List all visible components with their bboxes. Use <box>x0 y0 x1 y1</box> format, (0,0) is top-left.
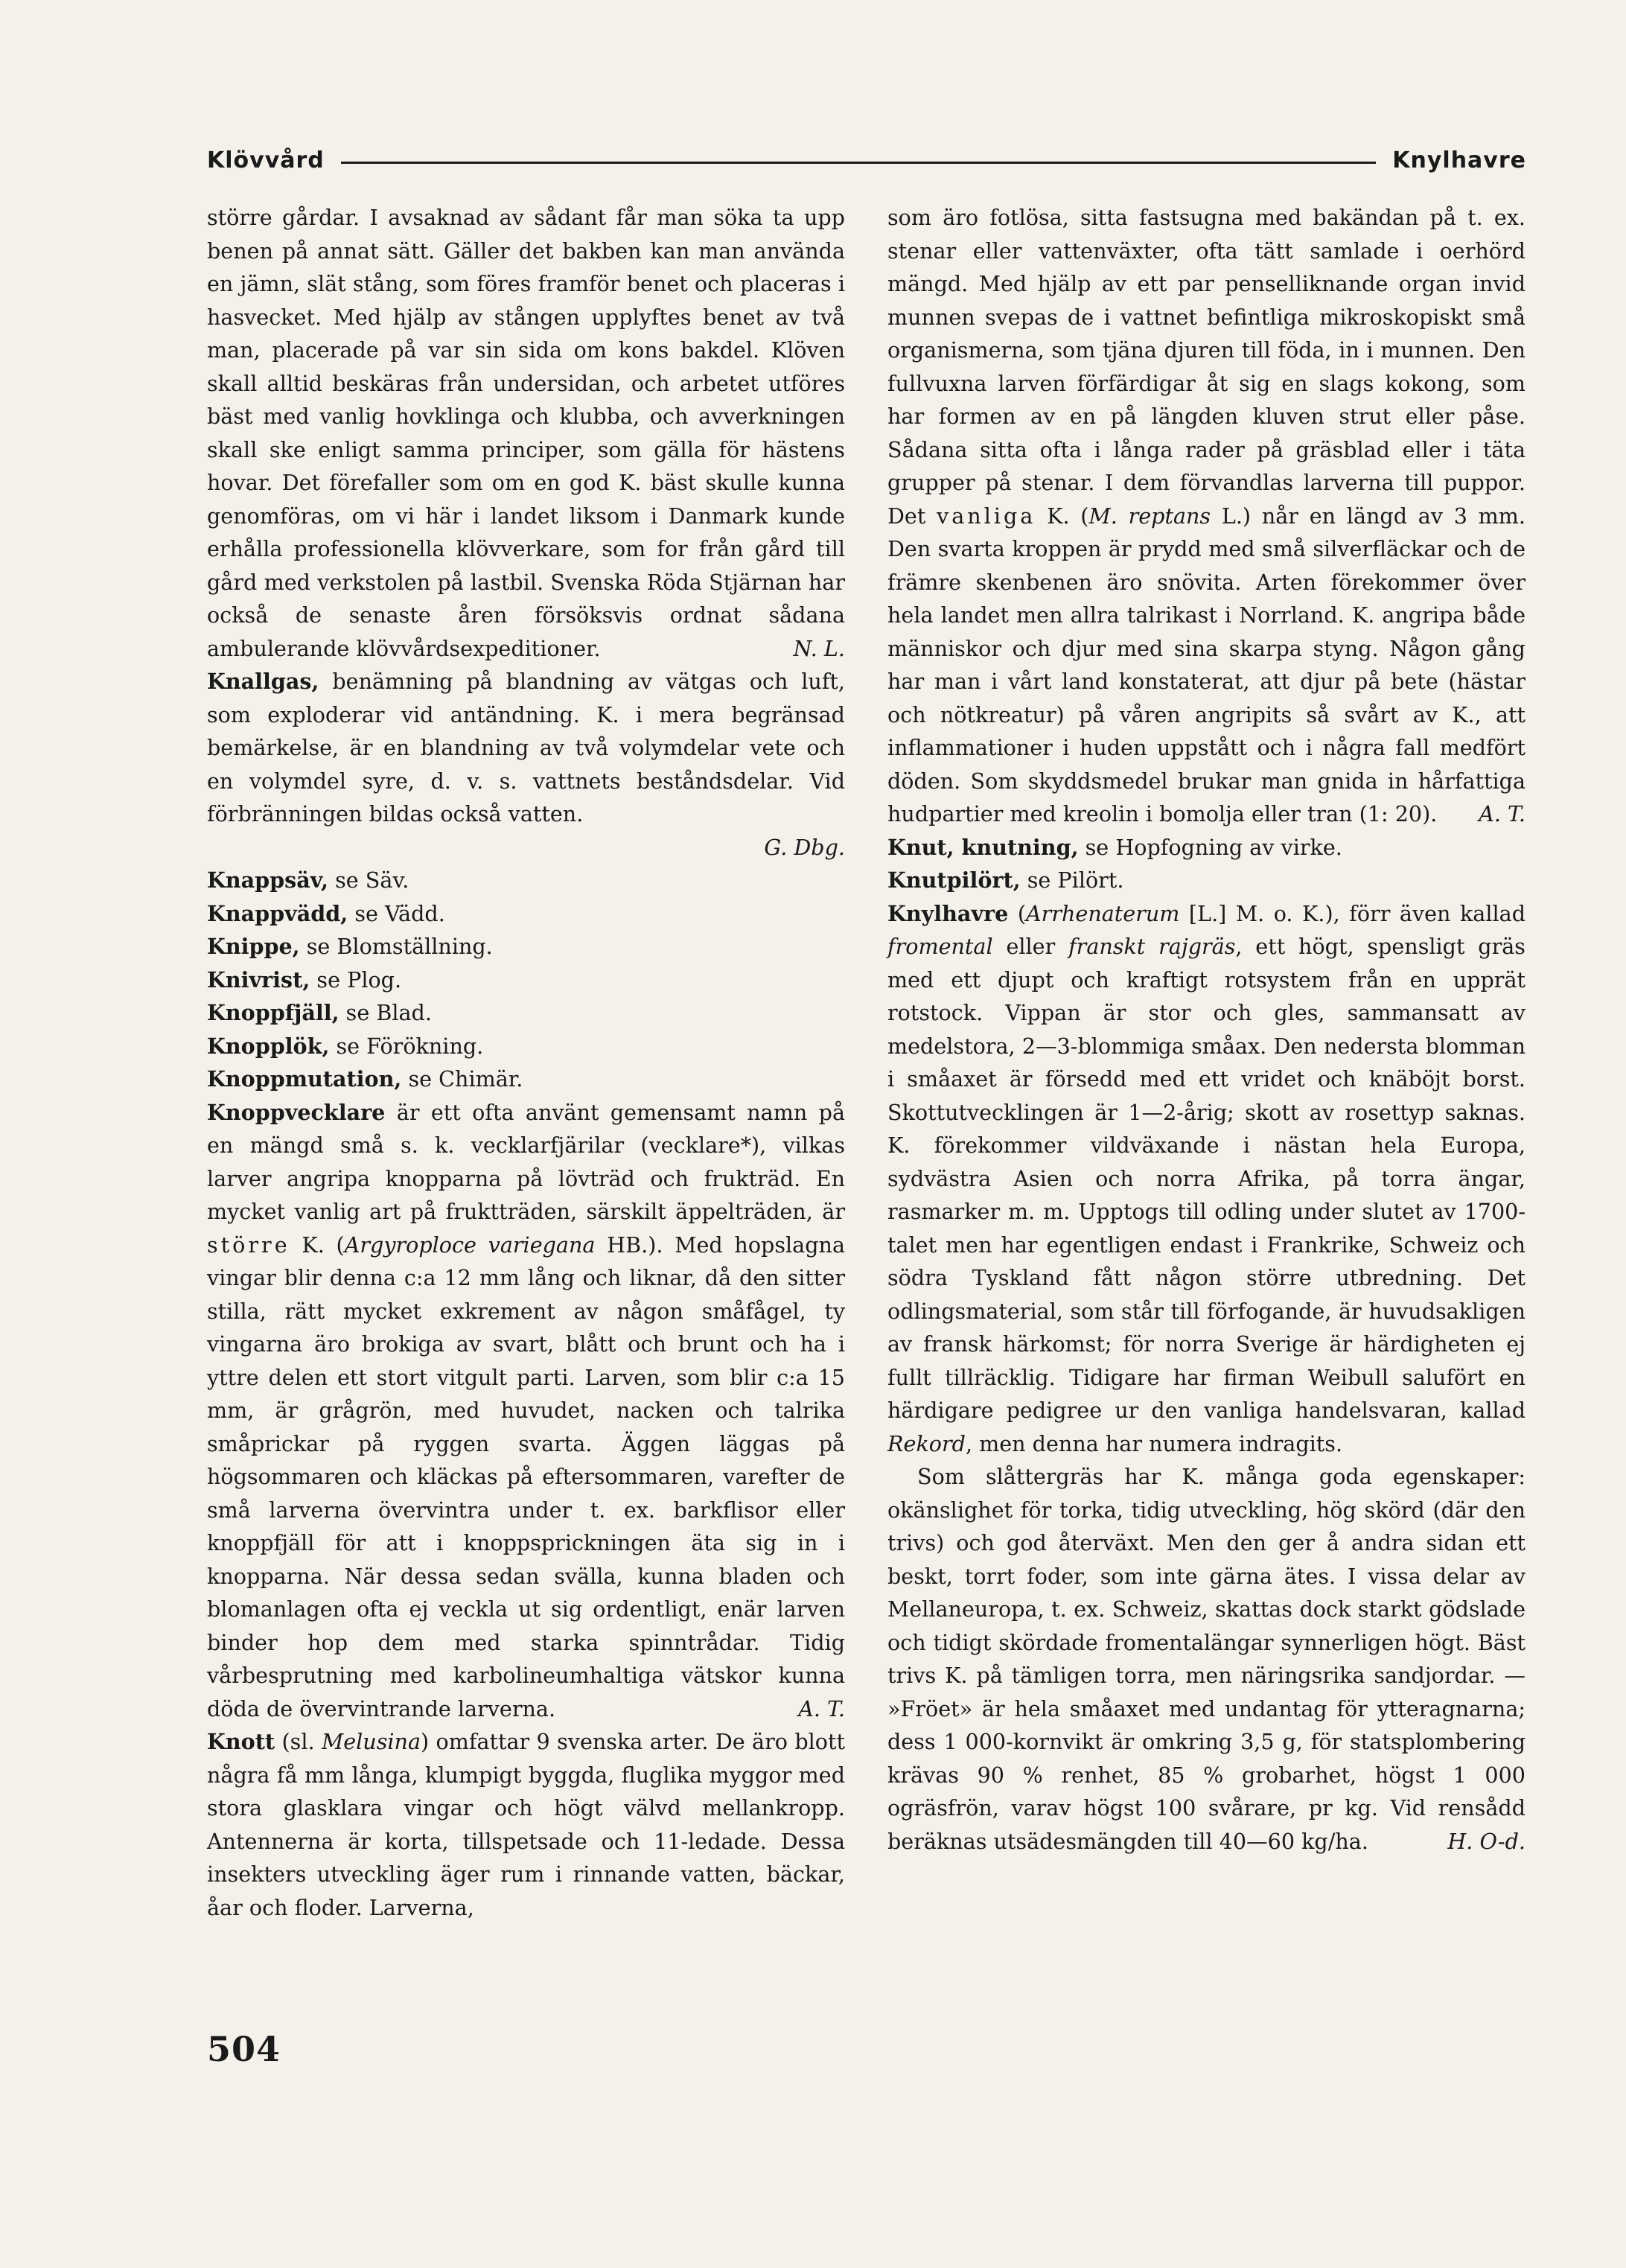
entry-knott <box>207 1725 845 1924</box>
entry-klovvard-continuation <box>207 201 845 665</box>
cross-reference <box>207 930 845 963</box>
entry-knallgas <box>207 665 845 831</box>
entry-text: se Blad. <box>339 1000 432 1025</box>
running-header <box>207 141 1526 179</box>
header-right-keyword: Knylhavre <box>1392 147 1526 173</box>
entry-text: HB.). Med hopslagna vingar blir denna c:a 12 mm lång och liknar, då den sitter stilla, rätt mycket exkrement av någon småfågel, ty vingarna äro brokiga av svart, blått och brunt och ha i yttre delen ett stort vitgult parti. Larven, som blir c:a 15 mm, är grågrön, med huvudet, nacken och talrika småprickar på ryggen svarta. Äggen läggas på högsommaren och kläckas på eftersommaren, varefter de små larverna övervintra under t. ex. barkflisor eller knoppfjäll för att i knoppsprickningen äta sig in i knopparna. När dessa sedan svälla, kunna bladen och blomanlagen ofta ej veckla ut sig ordentligt, enär larven binder hop dem med starka spinntrådar. Tidig vårbesprutning med karbolineumhaltiga vätskor kunna döda de övervintrande larverna. <box>207 1232 845 1721</box>
cross-reference <box>207 864 845 897</box>
cross-reference <box>207 897 845 931</box>
entry-text: se Blomställning. <box>299 934 493 959</box>
entry-text: , men denna har numera indragits. <box>965 1430 1343 1456</box>
entry-text: se Chimär. <box>401 1066 523 1092</box>
entry-headword: Knivrist, <box>207 966 310 993</box>
cross-reference <box>887 831 1525 864</box>
left-column <box>207 201 845 1924</box>
entry-headword: Knott <box>207 1729 275 1754</box>
entry-headword: Knallgas, <box>207 669 319 694</box>
entry-text: eller <box>992 934 1069 959</box>
entry-headword: Knut, knutning, <box>887 834 1079 860</box>
entry-knylhavre <box>887 897 1525 1461</box>
entry-text: L.) når en längd av 3 mm. Den svarta kroppen är prydd med små silverfläckar och de främre skenbenen äro snövita. Arten förekommer över hela landet men allra talrikast i Norrland. K. angripa både människor och djur med sina skarpa styng. Någon gång har man i vårt land konstaterat, att djur på bete (hästar och nötkreatur) på våren angripits så svårt av K., att inflammationer i huden uppstått och i några fall medfört döden. Som skyddsmedel brukar man gnida in hårfattiga hudpartier med kreolin i bomolja eller tran (1: 20). <box>887 503 1525 826</box>
entry-text: benämning på blandning av vätgas och luft, som exploderar vid antändning. K. i mera begränsad bemärkelse, är en blandning av två volymdelar vete och en volymdel syre, d. v. s. vattnets beståndsdelar. Vid förbränningen bildas också vatten. <box>207 669 845 826</box>
entry-headword: Knappvädd, <box>207 900 348 926</box>
cross-reference <box>207 996 845 1030</box>
entry-headword: Knutpilört, <box>887 867 1021 893</box>
entry-text: se Hopfogning av virke. <box>1078 834 1342 860</box>
entry-text: se Pilört. <box>1020 867 1124 893</box>
spaced-term: vanliga <box>937 503 1036 529</box>
italic-term: fromental <box>887 934 993 959</box>
author-signature: A. T. <box>798 1695 845 1721</box>
entry-text: (sl. <box>275 1729 322 1754</box>
entry-text: är ett ofta använt gemensamt namn på en mängd små s. k. vecklarfjärilar (vecklare*), vilkas larver angripa knopparna på lövträd och frukträd. En mycket vanlig art på fruktträden, särskilt äppelträden, är <box>207 1099 845 1224</box>
entry-text: Som slåttergräs har K. många goda egenskaper: okänslighet för torka, tidig utveckling, hög skörd (där den trivs) och god återväxt. Men den ger å andra sidan ett beskt, torrt foder, som inte gärna ätes. I vissa delar av Mellaneuropa, t. ex. Schweiz, skattas dock starkt gödslade och tidigt skördade fromentalängar synnerligen högt. Bäst trivs K. på tämligen torra, men näringsrika sandjordar. — »Fröet» är hela småaxet med undantag för ytteragnarna; dess 1 000-kornvikt är omkring 3,5 g, för statsplombering krävas 90 % renhet, 85 % grobarhet, högst 1 000 ogräsfrön, varav högst 100 svårare, pr kg. Vid rensådd beräknas utsädesmängden till 40—60 kg/ha. <box>887 1464 1525 1854</box>
entry-text: se Vädd. <box>348 900 445 926</box>
entry-knott-continuation <box>887 201 1525 831</box>
latin-name: Argyroploce variegana <box>344 1232 596 1258</box>
entry-text: , ett högt, spensligt gräs med ett djupt och kraftigt rotsystem från en upprät rotstock. Vippan är stor och gles, sammansatt av medelstora, 2—3-blommiga småax. Den nedersta blomman i småaxet är försedd med ett vridet och knäböjt borst. Skottutvecklingen är 1—2-årig; skott av rosettyp saknas. K. förekommer vildväxande i nästan hela Europa, sydvästra Asien och norra Afrika, på torra ängar, rasmarker m. m. Upptogs till odling under slutet av 1700-talet men har egentligen endast i Frankrike, Schweiz och södra Tyskland fått någon större utbredning. Det odlingsmaterial, som står till förfogande, är huvudsakligen av fransk härkomst; för norra Sverige är härdigheten ej fullt tillräcklig. Tidigare har firman Weibull salufört en härdigare pedigree ur den vanliga handelsvaran, kallad <box>887 934 1525 1423</box>
author-signature: N. L. <box>793 635 845 661</box>
entry-text: som äro fotlösa, sitta fastsugna med bakändan på t. ex. stenar eller vattenväxter, ofta tätt samlade i oerhörd mängd. Med hjälp av ett par penselliknande organ invid munnen svepas de i vattnet befintliga mikroskopiskt små organismerna, som tjäna djuren till föda, in i munnen. Den fullvuxna larven förfärdigar åt sig en slags kokong, som har formen av en på längden kluven strut eller påse. Sådana sitta ofta i långa rader på gräsblad eller i täta grupper på stenar. I dem förvandlas larverna till puppor. Det <box>887 205 1525 529</box>
entry-text: ) omfattar 9 svenska arter. De äro blott några få mm långa, klumpigt byggda, fluglika myggor med stora glasklara vingar och högt välvd mellankropp. Antennerna är korta, tillspetsade och 11-ledade. Dessa insekters utveckling äger rum i rinnande vatten, bäckar, åar och floder. Larverna, <box>207 1729 845 1920</box>
latin-name: M. reptans <box>1088 503 1211 529</box>
header-rule <box>341 162 1376 164</box>
author-signature: H. O-d. <box>1447 1828 1525 1854</box>
right-column <box>887 201 1525 1858</box>
author-signature: G. Dbg. <box>764 834 845 860</box>
cross-reference <box>887 864 1525 897</box>
spaced-term: större <box>207 1232 290 1258</box>
cross-reference <box>207 1063 845 1096</box>
entry-headword: Knoppfjäll, <box>207 1000 339 1025</box>
entry-text: se Plog. <box>310 966 402 993</box>
entry-headword: Knappsäv, <box>207 867 329 893</box>
entry-headword: Knopplök, <box>207 1033 330 1059</box>
header-left-keyword: Klövvård <box>207 147 325 173</box>
entry-text: ( <box>1008 900 1026 926</box>
entry-text: [L.] M. o. K.), förr även kallad <box>1179 900 1525 926</box>
entry-knoppvecklare <box>207 1096 845 1726</box>
cross-reference <box>207 1030 845 1063</box>
entry-text: se Förökning. <box>329 1033 484 1059</box>
entry-text: K. ( <box>1036 503 1089 529</box>
latin-name: Melusina <box>321 1729 421 1754</box>
entry-text: större gårdar. I avsaknad av sådant får man söka ta upp benen på annat sätt. Gäller det bakben kan man använda en jämn, slät stång, som föres framför benet och placeras i hasvecket. Med hjälp av stången upplyftes benet av två man, placerade på var sin sida om kons bakdel. Klöven skall alltid beskäras från undersidan, och arbetet utföres bäst med vanlig hovklinga och klubba, och avverkningen skall ske enligt samma principer, som gälla för hästens hovar. Det förefaller som om en god K. bäst skulle kunna genomföras, om vi här i landet liksom i Danmark kunde erhålla professionella klövverkare, som for från gård till gård med verkstolen på lastbil. Svenska Röda Stjärnan har också de senaste åren försöksvis ordnat sådana ambulerande klövvårdsexpeditioner. <box>207 205 845 661</box>
entry-knylhavre-paragraph-2 <box>887 1460 1525 1858</box>
author-signature: A. T. <box>1479 801 1525 826</box>
entry-text: se Säv. <box>328 867 409 893</box>
entry-headword: Knoppvecklare <box>207 1099 386 1125</box>
italic-term: franskt rajgräs <box>1068 934 1236 959</box>
entry-headword: Knylhavre <box>887 900 1009 926</box>
page-number: 504 <box>207 2029 281 2069</box>
entry-text: K. ( <box>290 1232 345 1258</box>
entry-headword: Knippe, <box>207 934 300 959</box>
cross-reference <box>207 963 845 997</box>
latin-name: Arrhenaterum <box>1026 900 1180 926</box>
italic-term: Rekord <box>887 1430 966 1456</box>
entry-headword: Knoppmutation, <box>207 1066 402 1092</box>
